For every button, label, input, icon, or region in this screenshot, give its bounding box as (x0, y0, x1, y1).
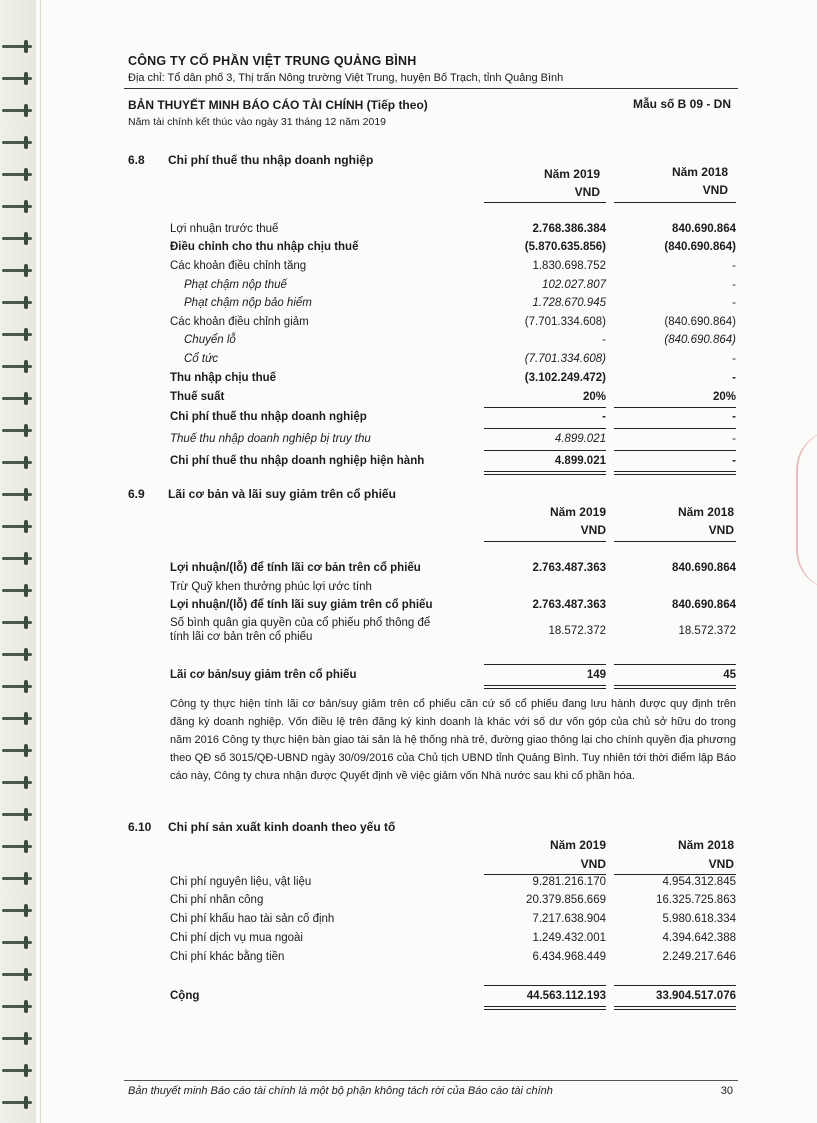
binding-ring (2, 104, 34, 118)
binding-ring (2, 840, 34, 854)
section-title: Chi phí sản xuất kinh doanh theo yếu tố (168, 820, 396, 834)
total-rule-2018-double (614, 1009, 736, 1010)
total-rule-2018-double (614, 474, 736, 475)
col-header-2018: Năm 2018 (671, 165, 728, 179)
total-rule-2018-double (614, 688, 736, 689)
row-label: Các khoản điều chỉnh giảm (170, 316, 309, 328)
total-rule-top-2019 (484, 664, 606, 665)
total-rule-top-2018 (614, 985, 736, 986)
row-value-2019: 1.249.432.001 (532, 932, 606, 944)
row-value-2018: 16.325.725.863 (656, 894, 736, 906)
row-value-2018: 840.690.864 (672, 562, 736, 574)
row-value-2018: 840.690.864 (672, 223, 736, 235)
total-rule-2018 (614, 1006, 736, 1007)
row-value-2019: 9.281.216.170 (532, 876, 606, 888)
row-value-2019: 20% (582, 391, 606, 403)
binding-ring (2, 40, 34, 54)
row-value-2019: (5.870.635.856) (524, 241, 606, 253)
row-value-2019: 4.899.021 (554, 433, 606, 445)
binding-ring (2, 360, 34, 374)
binding-ring (2, 552, 34, 566)
binding-ring (2, 232, 34, 246)
subtotal-rule-2018 (614, 407, 736, 408)
eps-explanation-paragraph: Công ty thực hiện tính lãi cơ bản/suy giảm trên cổ phiếu căn cứ số cổ phiếu đang lưu hành được quy định trên đăng ký doanh nghiệp. Vốn điều lệ trên đăng ký kinh doanh là khác với số dư vốn góp của chủ sở hữu do trong năm 2016 Công ty thực hiện bàn giao tài sản là hệ thống nhà trẻ, đường giao thông lại cho chính quyền địa phương theo QĐ số 3015/QĐ-UBND ngày 30/09/2016 của Chủ tịch UBND tỉnh Quảng Bình. Tuy nhiên tới thời điểm lập Báo cáo này, Công ty chưa nhận được Quyết định về việc giảm vốn Nhà nước sau khi cổ phần hóa. (170, 698, 736, 782)
total-rule-top-2018 (614, 450, 736, 451)
row-value-2018: 4.954.312.845 (662, 876, 736, 888)
col-rule-2018 (614, 541, 736, 542)
row-value-2019: 7.217.638.904 (532, 913, 606, 925)
row-value-2018: - (732, 433, 736, 445)
total-rule-2019-double (484, 474, 606, 475)
binding-ring (2, 872, 34, 886)
section-title: Chi phí thuế thu nhập doanh nghiệp (168, 153, 374, 167)
row-value-2019: 6.434.968.449 (532, 951, 606, 963)
company-address: Địa chỉ: Tổ dân phố 3, Thị trấn Nông trường Việt Trung, huyện Bố Trạch, tỉnh Quảng Bình (128, 72, 564, 84)
binding-ring (2, 424, 34, 438)
col-header-2019: Năm 2019 (549, 838, 606, 852)
binding-ring (2, 328, 34, 342)
binding-ring (2, 712, 34, 726)
binding-ring (2, 1000, 34, 1014)
total-rule-2019-double (484, 1009, 606, 1010)
footer-note: Bản thuyết minh Báo cáo tài chính là một bộ phận không tách rời của Báo cáo tài chính (128, 1085, 553, 1097)
footer-rule (124, 1080, 738, 1081)
total-rule-top-2019 (484, 985, 606, 986)
row-label: Thuế thu nhập doanh nghiệp bị truy thu (170, 433, 371, 445)
row-label: Chi phí thuế thu nhập doanh nghiệp (170, 411, 367, 423)
row-label: Cộng (170, 990, 200, 1002)
row-value-2019: (3.102.249.472) (524, 372, 606, 384)
section-number: 6.10 (128, 820, 152, 834)
total-rule-top-2019 (484, 450, 606, 451)
col-rule-2019 (484, 541, 606, 542)
col-header-2018: Năm 2018 (677, 838, 734, 852)
binding-ring (2, 968, 34, 982)
row-value-2018: (840.690.864) (664, 334, 736, 346)
row-label: Lợi nhuận/(lỗ) để tính lãi cơ bản trên cổ phiếu (170, 562, 421, 574)
row-value-2018: - (732, 411, 736, 423)
col-unit-2018: VND (708, 523, 734, 537)
row-label: Thu nhập chịu thuế (170, 372, 277, 384)
total-rule-2019 (484, 685, 606, 686)
col-unit-2019: VND (574, 185, 600, 199)
row-value-2018: - (732, 372, 736, 384)
section-title: Lãi cơ bản và lãi suy giảm trên cổ phiếu (168, 487, 396, 501)
row-value-2018: 45 (723, 669, 736, 681)
row-value-2019: 102.027.807 (542, 279, 606, 291)
total-rule-2018 (614, 685, 736, 686)
col-rule-2018 (614, 202, 736, 203)
row-label: Chi phí thuế thu nhập doanh nghiệp hiện hành (170, 455, 425, 467)
total-rule-2019 (484, 471, 606, 472)
col-header-2019: Năm 2019 (549, 505, 606, 519)
row-value-2019: 2.763.487.363 (532, 599, 606, 611)
document-title: BẢN THUYẾT MINH BÁO CÁO TÀI CHÍNH (Tiếp theo) (128, 98, 428, 112)
binding-ring (2, 1096, 34, 1110)
row-value-2019: 44.563.112.193 (526, 990, 606, 1002)
binding-ring (2, 296, 34, 310)
row-label: Số bình quân gia quyền của cổ phiếu phổ thông để (170, 617, 431, 629)
col-rule-2018 (614, 874, 736, 875)
row-value-2019: 2.763.487.363 (532, 562, 606, 574)
row-value-2019: (7.701.334.608) (524, 316, 606, 328)
col-header-2019: Năm 2019 (543, 167, 600, 181)
row-value-2019: (7.701.334.608) (524, 353, 606, 365)
row-label-continued: tính lãi cơ bản trên cổ phiếu (170, 631, 313, 643)
row-label: Lãi cơ bản/suy giảm trên cổ phiếu (170, 669, 357, 681)
col-header-2018: Năm 2018 (677, 505, 734, 519)
total-rule-2018 (614, 471, 736, 472)
binding-ring (2, 264, 34, 278)
binding-ring (2, 584, 34, 598)
binding-ring (2, 904, 34, 918)
row-label: Điều chỉnh cho thu nhập chịu thuế (170, 241, 359, 253)
header-rule (124, 88, 738, 89)
row-value-2018: - (732, 279, 736, 291)
binding-ring (2, 776, 34, 790)
row-value-2018: 33.904.517.076 (656, 990, 736, 1002)
row-value-2018: - (732, 260, 736, 272)
row-label: Chi phí khấu hao tài sản cố định (170, 913, 335, 925)
row-label: Phạt chậm nộp bảo hiểm (184, 297, 312, 309)
row-label: Cổ tức (184, 353, 219, 365)
row-value-2019: 149 (586, 669, 606, 681)
row-value-2019: - (602, 411, 606, 423)
row-value-2019: 20.379.856.669 (526, 894, 606, 906)
binding-ring (2, 1064, 34, 1078)
col-rule-2019 (484, 202, 606, 203)
col-rule-2019 (484, 874, 606, 875)
row-label: Trừ Quỹ khen thưởng phúc lợi ước tính (170, 581, 372, 593)
row-value-2018: - (732, 455, 736, 467)
row-label: Thuế suất (170, 391, 225, 403)
row-value-2018: 18.572.372 (678, 625, 736, 637)
row-value-2018: 5.980.618.334 (662, 913, 736, 925)
red-stamp-edge (796, 430, 817, 590)
row-value-2019: 18.572.372 (548, 625, 606, 637)
row-value-2018: (840.690.864) (664, 316, 736, 328)
row-value-2018: 4.394.642.388 (662, 932, 736, 944)
total-rule-top-2018 (614, 664, 736, 665)
binding-ring (2, 744, 34, 758)
page-number: 30 (720, 1085, 733, 1097)
row-value-2018: 840.690.864 (672, 599, 736, 611)
rule-2019 (484, 428, 606, 429)
section-number: 6.8 (128, 153, 145, 167)
col-unit-2018: VND (702, 183, 728, 197)
row-label: Chi phí khác bằng tiền (170, 951, 285, 963)
row-value-2019: 4.899.021 (554, 455, 606, 467)
row-value-2019: - (602, 334, 606, 346)
row-label: Lợi nhuận trước thuế (170, 223, 279, 235)
row-value-2018: 20% (712, 391, 736, 403)
col-unit-2018: VND (708, 857, 734, 871)
rule-2018 (614, 428, 736, 429)
row-label: Chuyển lỗ (184, 334, 236, 346)
row-label: Chi phí nhân công (170, 894, 264, 906)
binding-ring (2, 392, 34, 406)
row-label: Chi phí dịch vụ mua ngoài (170, 932, 303, 944)
form-number: Mẫu số B 09 - DN (632, 97, 731, 111)
spiral-binding (0, 0, 36, 1123)
binding-ring (2, 72, 34, 86)
total-rule-2019 (484, 1006, 606, 1007)
binding-ring (2, 200, 34, 214)
binding-ring (2, 648, 34, 662)
section-number: 6.9 (128, 487, 145, 501)
binding-ring (2, 616, 34, 630)
binding-ring (2, 1032, 34, 1046)
binding-ring (2, 136, 34, 150)
row-value-2018: 2.249.217.646 (662, 951, 736, 963)
row-label: Lợi nhuận/(lỗ) để tính lãi suy giảm trên cổ phiếu (170, 599, 433, 611)
row-value-2018: (840.690.864) (664, 241, 736, 253)
binding-ring (2, 168, 34, 182)
binding-ring (2, 520, 34, 534)
row-value-2018: - (732, 297, 736, 309)
col-unit-2019: VND (580, 857, 606, 871)
row-value-2018: - (732, 353, 736, 365)
row-value-2019: 1.830.698.752 (532, 260, 606, 272)
binding-ring (2, 808, 34, 822)
binding-ring (2, 680, 34, 694)
row-value-2019: 2.768.386.384 (532, 223, 606, 235)
company-name: CÔNG TY CỔ PHẦN VIỆT TRUNG QUẢNG BÌNH (128, 54, 417, 68)
page-margin-line (40, 0, 41, 1123)
col-unit-2019: VND (580, 523, 606, 537)
subtotal-rule-2019 (484, 407, 606, 408)
row-label: Phạt chậm nộp thuế (184, 279, 287, 291)
binding-ring (2, 456, 34, 470)
row-label: Các khoản điều chỉnh tăng (170, 260, 307, 272)
row-label: Chi phí nguyên liệu, vật liệu (170, 876, 312, 888)
binding-ring (2, 936, 34, 950)
binding-ring (2, 488, 34, 502)
row-value-2019: 1.728.670.945 (532, 297, 606, 309)
fiscal-year-note: Năm tài chính kết thúc vào ngày 31 tháng 12 năm 2019 (128, 116, 387, 128)
total-rule-2019-double (484, 688, 606, 689)
